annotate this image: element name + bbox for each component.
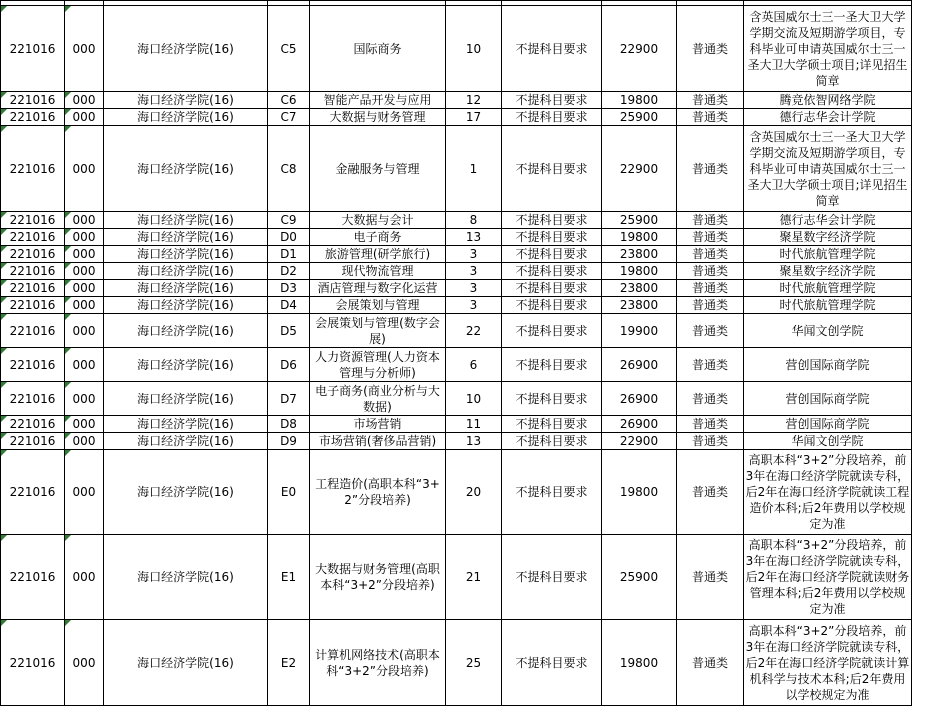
cell-quota[interactable]: 25	[446, 620, 502, 706]
cell-tuition[interactable]: 23800	[602, 280, 677, 297]
cell-major-code[interactable]: D1	[268, 246, 310, 263]
cell-category[interactable]: 普通类	[677, 229, 744, 246]
cell-remarks[interactable]: 德行志华会计学院	[744, 212, 912, 229]
cell-major-code[interactable]: E2	[268, 620, 310, 706]
table-row	[1, 246, 912, 263]
cell-major-name[interactable]: 人力资源管理(人力资本管理与分析师)	[310, 348, 446, 382]
cell-plan-code[interactable]: 000	[65, 314, 104, 348]
cell-category[interactable]: 普通类	[677, 246, 744, 263]
table-row	[1, 212, 912, 229]
cell-school-name[interactable]: 海口经济学院(16)	[104, 382, 268, 416]
cell-remarks[interactable]: 聚星数字经济学院	[744, 263, 912, 280]
cell-tuition[interactable]: 26900	[602, 348, 677, 382]
cell-category[interactable]: 普通类	[677, 263, 744, 280]
cell-school-code[interactable]: 221016	[1, 109, 65, 126]
cell-major-code[interactable]: D4	[268, 297, 310, 314]
cell-school-code[interactable]: 221016	[1, 382, 65, 416]
cell-school-code[interactable]: 221016	[1, 416, 65, 433]
cell-major-name[interactable]: 酒店管理与数字化运营	[310, 280, 446, 297]
cell-subject-requirement[interactable]: 不提科目要求	[502, 433, 602, 450]
cell-school-code[interactable]: 221016	[1, 535, 65, 620]
cell-major-code[interactable]: D8	[268, 416, 310, 433]
cell-major-name[interactable]: 电子商务	[310, 229, 446, 246]
table-row	[1, 416, 912, 433]
cell-school-name[interactable]: 海口经济学院(16)	[104, 297, 268, 314]
cell-tuition[interactable]: 19900	[602, 314, 677, 348]
cell-category[interactable]: 普通类	[677, 6, 744, 92]
cell-school-code[interactable]: 221016	[1, 348, 65, 382]
cell-plan-code[interactable]: 000	[65, 246, 104, 263]
cell-subject-requirement[interactable]: 不提科目要求	[502, 416, 602, 433]
cell-major-name[interactable]: 国际商务	[310, 6, 446, 92]
cell-category[interactable]: 普通类	[677, 535, 744, 620]
cell-tuition[interactable]: 19800	[602, 263, 677, 280]
cell-school-name[interactable]: 海口经济学院(16)	[104, 348, 268, 382]
cell-subject-requirement[interactable]: 不提科目要求	[502, 263, 602, 280]
cell-major-name[interactable]: 市场营销	[310, 416, 446, 433]
cell-school-name[interactable]: 海口经济学院(16)	[104, 280, 268, 297]
cell-tuition[interactable]: 25900	[602, 535, 677, 620]
table-row	[1, 229, 912, 246]
cell-school-name[interactable]: 海口经济学院(16)	[104, 246, 268, 263]
cell-plan-code[interactable]: 000	[65, 6, 104, 92]
cell-subject-requirement[interactable]: 不提科目要求	[502, 348, 602, 382]
table-row	[1, 382, 912, 416]
table-row	[1, 6, 912, 92]
cell-quota[interactable]: 20	[446, 450, 502, 535]
table-row	[1, 433, 912, 450]
cell-remarks[interactable]: 时代旅航管理学院	[744, 297, 912, 314]
cell-remarks[interactable]: 高职本科“3+2”分段培养，前3年在海口经济学院就读专科，后2年在海口经济学院就读财务管理本科;后2年费用以学校规定为准	[744, 535, 912, 620]
cell-remarks[interactable]: 含英国威尔士三一圣大卫大学学期交流及短期游学项目，专科毕业可申请英国威尔士三一圣大卫大学硕士项目;详见招生简章	[744, 6, 912, 92]
cell-major-code[interactable]: C8	[268, 126, 310, 212]
cell-subject-requirement[interactable]: 不提科目要求	[502, 535, 602, 620]
cell-remarks[interactable]: 华闻文创学院	[744, 433, 912, 450]
cell-subject-requirement[interactable]: 不提科目要求	[502, 620, 602, 706]
cell-tuition[interactable]: 22900	[602, 6, 677, 92]
cell-plan-code[interactable]: 000	[65, 109, 104, 126]
cell-plan-code[interactable]: 000	[65, 433, 104, 450]
cell-school-code[interactable]: 221016	[1, 263, 65, 280]
cell-quota[interactable]: 13	[446, 433, 502, 450]
cell-school-name[interactable]: 海口经济学院(16)	[104, 433, 268, 450]
cell-remarks[interactable]: 时代旅航管理学院	[744, 246, 912, 263]
cell-remarks[interactable]: 高职本科“3+2”分段培养，前3年在海口经济学院就读专科，后2年在海口经济学院就读计算机科学与技术本科;后2年费用以学校规定为准	[744, 620, 912, 706]
cell-quota[interactable]: 10	[446, 382, 502, 416]
cell-remarks[interactable]: 德行志华会计学院	[744, 109, 912, 126]
cell-plan-code[interactable]: 000	[65, 92, 104, 109]
cell-school-code[interactable]: 221016	[1, 280, 65, 297]
cell-major-code[interactable]: C6	[268, 92, 310, 109]
cell-plan-code[interactable]: 000	[65, 126, 104, 212]
cell-major-name[interactable]: 金融服务与管理	[310, 126, 446, 212]
cell-school-name[interactable]: 海口经济学院(16)	[104, 263, 268, 280]
cell-tuition[interactable]: 26900	[602, 382, 677, 416]
cell-major-name[interactable]: 会展策划与管理	[310, 297, 446, 314]
cell-quota[interactable]: 1	[446, 126, 502, 212]
cell-major-code[interactable]: C9	[268, 212, 310, 229]
cell-subject-requirement[interactable]: 不提科目要求	[502, 212, 602, 229]
cell-subject-requirement[interactable]: 不提科目要求	[502, 92, 602, 109]
cell-remarks[interactable]: 含英国威尔士三一圣大卫大学学期交流及短期游学项目，专科毕业可申请英国威尔士三一圣大卫大学硕士项目;详见招生简章	[744, 126, 912, 212]
cell-school-name[interactable]: 海口经济学院(16)	[104, 126, 268, 212]
cell-category[interactable]: 普通类	[677, 433, 744, 450]
cell-school-code[interactable]: 221016	[1, 297, 65, 314]
table-row	[1, 109, 912, 126]
cell-quota[interactable]: 17	[446, 109, 502, 126]
cell-category[interactable]: 普通类	[677, 109, 744, 126]
cell-school-code[interactable]: 221016	[1, 433, 65, 450]
table-row	[1, 535, 912, 620]
cell-plan-code[interactable]: 000	[65, 212, 104, 229]
cell-category[interactable]: 普通类	[677, 620, 744, 706]
cell-plan-code[interactable]: 000	[65, 450, 104, 535]
cell-major-code[interactable]: D3	[268, 280, 310, 297]
cell-category[interactable]: 普通类	[677, 416, 744, 433]
cell-quota[interactable]: 3	[446, 297, 502, 314]
cell-school-code[interactable]: 221016	[1, 126, 65, 212]
cell-major-name[interactable]: 大数据与财务管理(高职本科“3+2”分段培养)	[310, 535, 446, 620]
cell-major-code[interactable]: D6	[268, 348, 310, 382]
cell-major-name[interactable]: 电子商务(商业分析与大数据)	[310, 382, 446, 416]
cell-major-name[interactable]: 工程造价(高职本科“3+2”分段培养)	[310, 450, 446, 535]
cell-school-code[interactable]: 221016	[1, 212, 65, 229]
cell-school-code[interactable]: 221016	[1, 246, 65, 263]
cell-plan-code[interactable]: 000	[65, 535, 104, 620]
cell-remarks[interactable]: 腾竞依智网络学院	[744, 92, 912, 109]
cell-plan-code[interactable]: 000	[65, 229, 104, 246]
cell-school-name[interactable]: 海口经济学院(16)	[104, 6, 268, 92]
table-row	[1, 450, 912, 535]
cell-quota[interactable]: 11	[446, 416, 502, 433]
cell-plan-code[interactable]: 000	[65, 297, 104, 314]
cell-school-name[interactable]: 海口经济学院(16)	[104, 92, 268, 109]
cell-quota[interactable]: 12	[446, 92, 502, 109]
cell-subject-requirement[interactable]: 不提科目要求	[502, 450, 602, 535]
cell-remarks[interactable]: 高职本科“3+2”分段培养，前3年在海口经济学院就读专科，后2年在海口经济学院就读工程造价本科;后2年费用以学校规定为准	[744, 450, 912, 535]
cell-subject-requirement[interactable]: 不提科目要求	[502, 126, 602, 212]
cell-subject-requirement[interactable]: 不提科目要求	[502, 280, 602, 297]
cell-major-name[interactable]: 大数据与会计	[310, 212, 446, 229]
cell-school-name[interactable]: 海口经济学院(16)	[104, 416, 268, 433]
cell-major-name[interactable]: 旅游管理(研学旅行)	[310, 246, 446, 263]
cell-school-name[interactable]: 海口经济学院(16)	[104, 229, 268, 246]
cell-major-code[interactable]: E1	[268, 535, 310, 620]
cell-quota[interactable]: 22	[446, 314, 502, 348]
cell-plan-code[interactable]: 000	[65, 348, 104, 382]
cell-remarks[interactable]: 时代旅航管理学院	[744, 280, 912, 297]
cell-category[interactable]: 普通类	[677, 126, 744, 212]
cell-tuition[interactable]: 25900	[602, 109, 677, 126]
table-row	[1, 620, 912, 706]
cell-category[interactable]: 普通类	[677, 280, 744, 297]
cell-major-name[interactable]: 会展策划与管理(数字会展)	[310, 314, 446, 348]
cell-tuition[interactable]: 22900	[602, 126, 677, 212]
cell-school-code[interactable]: 221016	[1, 229, 65, 246]
cell-tuition[interactable]: 19800	[602, 450, 677, 535]
cell-subject-requirement[interactable]: 不提科目要求	[502, 314, 602, 348]
cell-major-name[interactable]: 现代物流管理	[310, 263, 446, 280]
cell-quota[interactable]: 6	[446, 348, 502, 382]
cell-quota[interactable]: 3	[446, 246, 502, 263]
cell-subject-requirement[interactable]: 不提科目要求	[502, 6, 602, 92]
cell-plan-code[interactable]: 000	[65, 280, 104, 297]
cell-plan-code[interactable]: 000	[65, 382, 104, 416]
cell-school-name[interactable]: 海口经济学院(16)	[104, 314, 268, 348]
cell-tuition[interactable]: 19800	[602, 620, 677, 706]
cell-tuition[interactable]: 19800	[602, 229, 677, 246]
cell-school-code[interactable]: 221016	[1, 620, 65, 706]
cell-school-name[interactable]: 海口经济学院(16)	[104, 535, 268, 620]
cell-category[interactable]: 普通类	[677, 348, 744, 382]
cell-subject-requirement[interactable]: 不提科目要求	[502, 382, 602, 416]
cell-quota[interactable]: 13	[446, 229, 502, 246]
cell-remarks[interactable]: 营创国际商学院	[744, 348, 912, 382]
cell-subject-requirement[interactable]: 不提科目要求	[502, 297, 602, 314]
cell-subject-requirement[interactable]: 不提科目要求	[502, 109, 602, 126]
cell-plan-code[interactable]: 000	[65, 620, 104, 706]
cell-remarks[interactable]: 聚星数字经济学院	[744, 229, 912, 246]
table-row	[1, 297, 912, 314]
cell-quota[interactable]: 3	[446, 280, 502, 297]
cell-remarks[interactable]: 华闻文创学院	[744, 314, 912, 348]
cell-major-code[interactable]: D7	[268, 382, 310, 416]
cell-major-name[interactable]: 计算机网络技术(高职本科“3+2”分段培养)	[310, 620, 446, 706]
cell-tuition[interactable]: 22900	[602, 433, 677, 450]
cell-category[interactable]: 普通类	[677, 450, 744, 535]
cell-major-code[interactable]: D5	[268, 314, 310, 348]
cell-quota[interactable]: 3	[446, 263, 502, 280]
cell-school-name[interactable]: 海口经济学院(16)	[104, 620, 268, 706]
cell-remarks[interactable]: 营创国际商学院	[744, 416, 912, 433]
table-row	[1, 280, 912, 297]
table-row	[1, 92, 912, 109]
cell-major-code[interactable]: C5	[268, 6, 310, 92]
cell-school-name[interactable]: 海口经济学院(16)	[104, 450, 268, 535]
table-row	[1, 263, 912, 280]
cell-category[interactable]: 普通类	[677, 382, 744, 416]
cell-school-code[interactable]: 221016	[1, 92, 65, 109]
cell-category[interactable]: 普通类	[677, 92, 744, 109]
cell-tuition[interactable]: 23800	[602, 297, 677, 314]
cell-quota[interactable]: 8	[446, 212, 502, 229]
table-row	[1, 314, 912, 348]
cell-major-name[interactable]: 智能产品开发与应用	[310, 92, 446, 109]
cell-category[interactable]: 普通类	[677, 212, 744, 229]
cell-tuition[interactable]: 25900	[602, 212, 677, 229]
cell-category[interactable]: 普通类	[677, 314, 744, 348]
cell-quota[interactable]: 21	[446, 535, 502, 620]
cell-school-code[interactable]: 221016	[1, 314, 65, 348]
cell-quota[interactable]: 10	[446, 6, 502, 92]
cell-major-code[interactable]: D9	[268, 433, 310, 450]
cell-major-code[interactable]: E0	[268, 450, 310, 535]
cell-major-code[interactable]: D0	[268, 229, 310, 246]
cell-major-name[interactable]: 市场营销(奢侈品营销)	[310, 433, 446, 450]
cell-school-code[interactable]: 221016	[1, 450, 65, 535]
cell-category[interactable]: 普通类	[677, 297, 744, 314]
cell-tuition[interactable]: 26900	[602, 416, 677, 433]
table-row	[1, 126, 912, 212]
cell-school-code[interactable]: 221016	[1, 6, 65, 92]
cell-major-code[interactable]: D2	[268, 263, 310, 280]
cell-tuition[interactable]: 23800	[602, 246, 677, 263]
cell-remarks[interactable]: 营创国际商学院	[744, 382, 912, 416]
table-row	[1, 348, 912, 382]
cell-major-name[interactable]: 大数据与财务管理	[310, 109, 446, 126]
cell-school-name[interactable]: 海口经济学院(16)	[104, 212, 268, 229]
cell-subject-requirement[interactable]: 不提科目要求	[502, 246, 602, 263]
cell-tuition[interactable]: 19800	[602, 92, 677, 109]
cell-school-name[interactable]: 海口经济学院(16)	[104, 109, 268, 126]
cell-major-code[interactable]: C7	[268, 109, 310, 126]
cell-plan-code[interactable]: 000	[65, 263, 104, 280]
cell-plan-code[interactable]: 000	[65, 416, 104, 433]
cell-subject-requirement[interactable]: 不提科目要求	[502, 229, 602, 246]
